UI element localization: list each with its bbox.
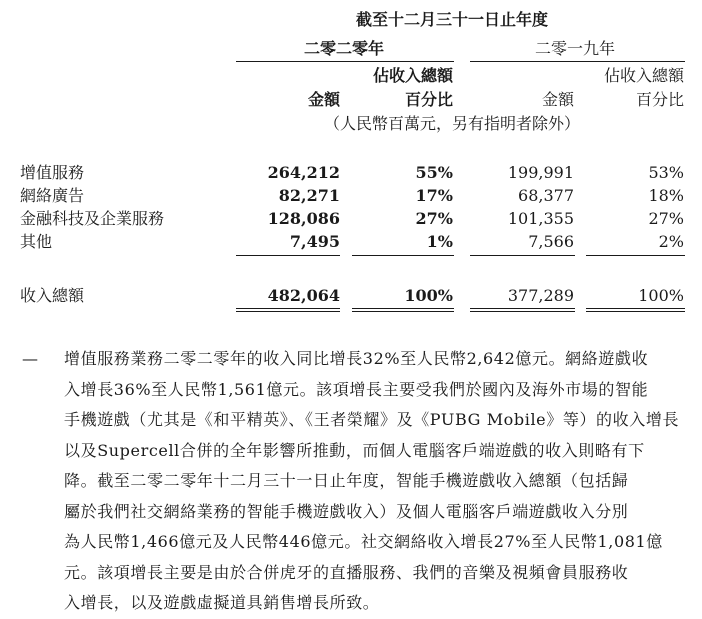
row-percent-2019: 2% [658, 232, 684, 251]
paragraph-line: 入增長，以及遊戲虛擬道具銷售增長所致。 [64, 593, 380, 612]
row-percent-2019: 18% [648, 186, 684, 205]
row-amount-2020: 82,271 [278, 186, 340, 205]
row-label: 其他 [20, 232, 53, 251]
year-2019-header: 二零一九年 [535, 39, 616, 58]
year-2020-underline [236, 61, 454, 62]
paragraph-line: 為人民幣1,466億元及人民幣446億元。社交網絡收入增長27%至人民幣1,081億 [64, 532, 663, 551]
paragraph-line: 以及Supercell合併的全年影響所推動，而個人電腦客戶端遊戲的收入則略有下 [64, 440, 645, 460]
paragraph-line: 手機遊戲（尤其是《和平精英》、《王者榮耀》及《PUBG Mobile》等）的收入增長 [64, 410, 680, 429]
total-percent-2019: 100% [638, 286, 684, 305]
total-amount-2020: 482,064 [267, 286, 340, 305]
amount-2019-header: 金額 [541, 90, 574, 109]
total-double-line-bottom-b [352, 311, 454, 312]
row-percent-2020: 27% [415, 209, 453, 228]
row-label: 增值服務 [20, 163, 85, 182]
row-percent-2020: 1% [426, 232, 453, 251]
pct-total-2020-header: 佔收入總額 [372, 66, 453, 85]
year-2020-header: 二零二零年 [304, 39, 385, 58]
year-2019-underline [470, 61, 685, 62]
total-double-line-top-c [470, 308, 575, 309]
row-amount-2019: 68,377 [518, 186, 574, 205]
paragraph-line: 入增長36%至人民幣1,561億元。該項增長主要受我們於國內及海外市場的智能 [64, 379, 649, 399]
period-header: 截至十二月三十一日止年度 [356, 10, 549, 29]
total-double-line-bottom-d [586, 311, 685, 312]
total-double-line-bottom-a [236, 311, 340, 312]
row-label: 金融科技及企業服務 [20, 209, 165, 228]
row-label: 網絡廣告 [20, 186, 85, 205]
subtotal-line-amount-2020 [236, 255, 340, 256]
row-percent-2020: 55% [415, 163, 453, 182]
amount-2020-header: 金額 [307, 90, 340, 109]
total-double-line-top-a [236, 308, 340, 309]
subtotal-line-percent-2020 [352, 255, 454, 256]
paragraph-line: 降。截至二零二零年十二月三十一日止年度，智能手機遊戲收入總額（包括歸 [64, 471, 629, 490]
percent-2020-header: 百分比 [404, 90, 453, 109]
subtotal-line-amount-2019 [470, 255, 575, 256]
paragraph-line: 屬於我們社交網絡業務的智能手機遊戲收入）及個人電腦客戶端遊戲收入分別 [64, 501, 629, 521]
total-double-line-top-d [586, 308, 685, 309]
total-percent-2020: 100% [404, 286, 453, 305]
total-label: 收入總額 [20, 286, 85, 305]
total-double-line-bottom-c [470, 311, 575, 312]
paragraph-line: 增值服務業務二零二零年的收入同比增長32%至人民幣2,642億元。網絡遊戲收 [64, 349, 649, 368]
row-percent-2019: 27% [648, 209, 684, 228]
row-amount-2020: 264,212 [267, 163, 340, 182]
percent-2019-header: 百分比 [635, 90, 684, 109]
row-amount-2019: 199,991 [507, 163, 574, 182]
row-percent-2020: 17% [415, 186, 453, 205]
pct-total-2019-header: 佔收入總額 [603, 66, 684, 85]
bullet-dash: — [22, 349, 38, 368]
row-amount-2020: 7,495 [289, 232, 340, 251]
row-amount-2019: 7,566 [528, 232, 574, 251]
row-percent-2019: 53% [648, 163, 684, 182]
total-amount-2019: 377,289 [507, 286, 574, 305]
row-amount-2020: 128,086 [267, 209, 340, 228]
unit-note: （人民幣百萬元，另有指明者除外） [324, 114, 581, 133]
paragraph-line: 元。該項增長主要是由於合併虎牙的直播服務、我們的音樂及視頻會員服務收 [64, 562, 629, 582]
row-amount-2019: 101,355 [507, 209, 574, 228]
subtotal-line-percent-2019 [586, 255, 685, 256]
total-double-line-top-b [352, 308, 454, 309]
commentary-paragraph [64, 344, 692, 619]
